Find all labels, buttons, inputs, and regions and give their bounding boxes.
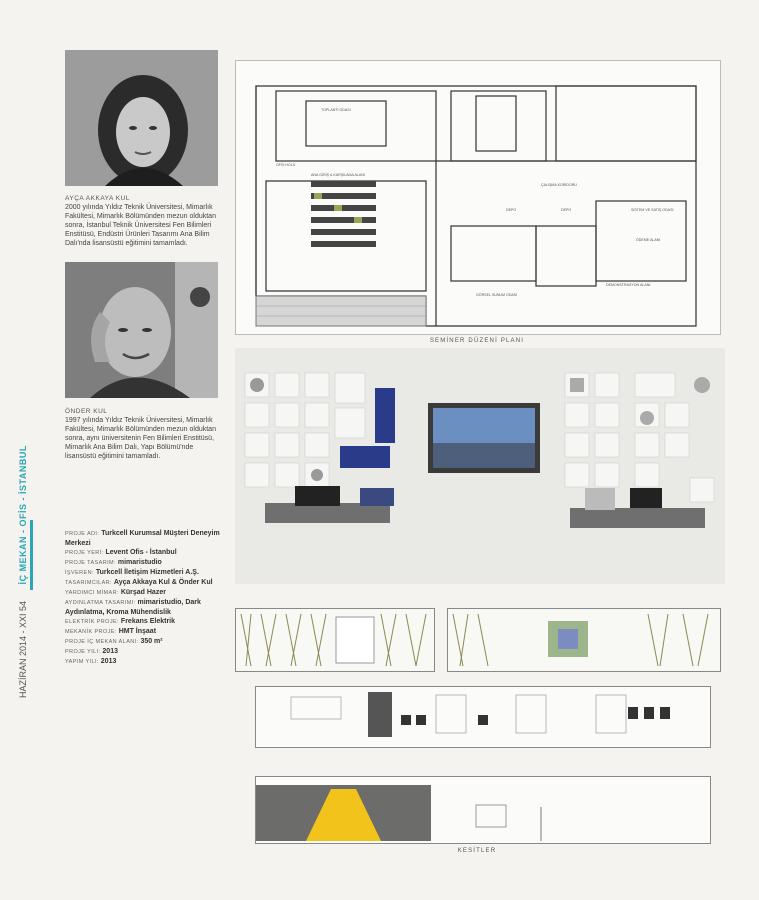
portrait-1-caption (65, 194, 223, 248)
credit-row (65, 558, 225, 568)
credit-value: Turkcell İletişim Hizmetleri A.Ş. (95, 569, 199, 576)
plan-room-label: ÖDEME ALANI (636, 238, 661, 242)
credit-key: YAPIM YILI: (65, 659, 101, 665)
credit-row (65, 568, 225, 578)
credit-key: YARDIMCI MİMAR: (65, 590, 121, 596)
section-title: İÇ MEKAN - OFİS - İSTANBUL (18, 445, 28, 585)
credit-row (65, 529, 225, 548)
section-elevation-3 (255, 686, 711, 748)
credit-row (65, 647, 225, 657)
credit-row (65, 637, 225, 647)
credit-value: Turkcell Kurumsal Müşteri Deneyim Merkezi (65, 530, 220, 547)
plan-room-label: DEMONSTRASYON ALANI (606, 283, 651, 287)
plan-caption: SEMİNER DÜZENİ PLANI (429, 338, 525, 344)
credit-row (65, 578, 225, 588)
credit-key: PROJE ADI: (65, 531, 102, 537)
plan-room-label: DEPO (561, 208, 572, 212)
credit-value: Ayça Akkaya Kul & Önder Kul (113, 579, 213, 586)
credit-value: mimaristudio (117, 559, 162, 566)
portrait-2-caption (65, 407, 223, 461)
person-name: AYÇA AKKAYA KUL (65, 195, 130, 202)
floor-plan (235, 60, 721, 335)
person-bio: 2000 yılında Yıldız Teknik Üniversitesi, Mimarlık Fakültesi, Mimarlık Bölümünden mezun olduktan sonra, İstanbul Teknik Üniversitesi Fen Bilimleri Enstitüsü, Endüstri Ürünleri Tasarımı Ana Bilim Dalı'nda lisansüstü eğitimini tamamladı. (65, 204, 216, 247)
plan-room-label: ANA GİRİŞ & KARŞILAMA ALANI (311, 173, 365, 177)
project-credits (65, 529, 225, 667)
credit-row (65, 627, 225, 637)
credit-key: ELEKTRİK PROJE: (65, 619, 121, 625)
credit-key: AYDINLATMA TASARIMI: (65, 600, 138, 606)
plan-room-label: OFİS HOLÜ (276, 163, 296, 167)
section-elevation-4 (255, 776, 711, 844)
credit-key: PROJE TASARIM: (65, 560, 118, 566)
spine-text (18, 445, 28, 708)
plan-room-label: GÖRSEL SUNUM ODASI (476, 293, 518, 297)
credit-key: PROJE YILI: (65, 649, 103, 655)
plan-room-label: DEPO (506, 208, 517, 212)
person-bio: 1997 yılında Yıldız Teknik Üniversitesi, Mimarlık Fakültesi, Mimarlık Bölümünden mezun olduktan sonra, aynı üniversitenin Fen Bilimleri Enstitüsü, Mimarlık Ana Bilim Dalı, Yapı Bölümü'nde lisansüstü eğitimini tamamladı. (65, 417, 216, 460)
credit-key: PROJE İÇ MEKAN ALANI: (65, 639, 141, 645)
sections-caption: KESİTLER (457, 848, 497, 854)
person-name: ÖNDER KUL (65, 408, 108, 415)
credit-value: 2013 (102, 648, 118, 655)
credit-row (65, 548, 225, 558)
plan-room-label: SİSTEM VE SATIŞ ODASI (631, 208, 674, 212)
portrait-onder-kul (65, 262, 218, 398)
credit-value: Kürşad Hazer (120, 589, 166, 596)
credit-value: mimaristudio, Dark Aydınlatma, Kroma Mühendislik (65, 599, 201, 616)
credit-key: TASARIMCILAR: (65, 580, 114, 586)
section-elevation-2 (447, 608, 721, 672)
credit-value: Levent Ofis - İstanbul (105, 549, 177, 556)
credit-value: Frekans Elektrik (120, 618, 176, 625)
credit-key: İŞVEREN: (65, 570, 96, 576)
plan-room-label: TOPLANTI ODASI (321, 108, 351, 112)
credit-value: 2013 (100, 658, 117, 665)
credit-key: MEKANİK PROJE: (65, 629, 119, 635)
credit-value: 350 m² (140, 638, 163, 645)
credit-row (65, 617, 225, 627)
portrait-ayca-akkaya-kul (65, 50, 218, 186)
section-elevation-1 (235, 608, 435, 672)
spine-accent-bar (30, 520, 33, 590)
plan-room-label: ÇALIŞMA KORİDORU (541, 183, 577, 187)
credit-value: HMT İnşaat (118, 628, 157, 635)
issue-info: HAZİRAN 2014 - XXI 54 (18, 600, 28, 698)
credit-row (65, 657, 225, 667)
credit-row (65, 588, 225, 598)
credit-key: PROJE YERİ: (65, 550, 106, 556)
credit-row (65, 598, 225, 617)
showroom-photo (235, 348, 725, 584)
